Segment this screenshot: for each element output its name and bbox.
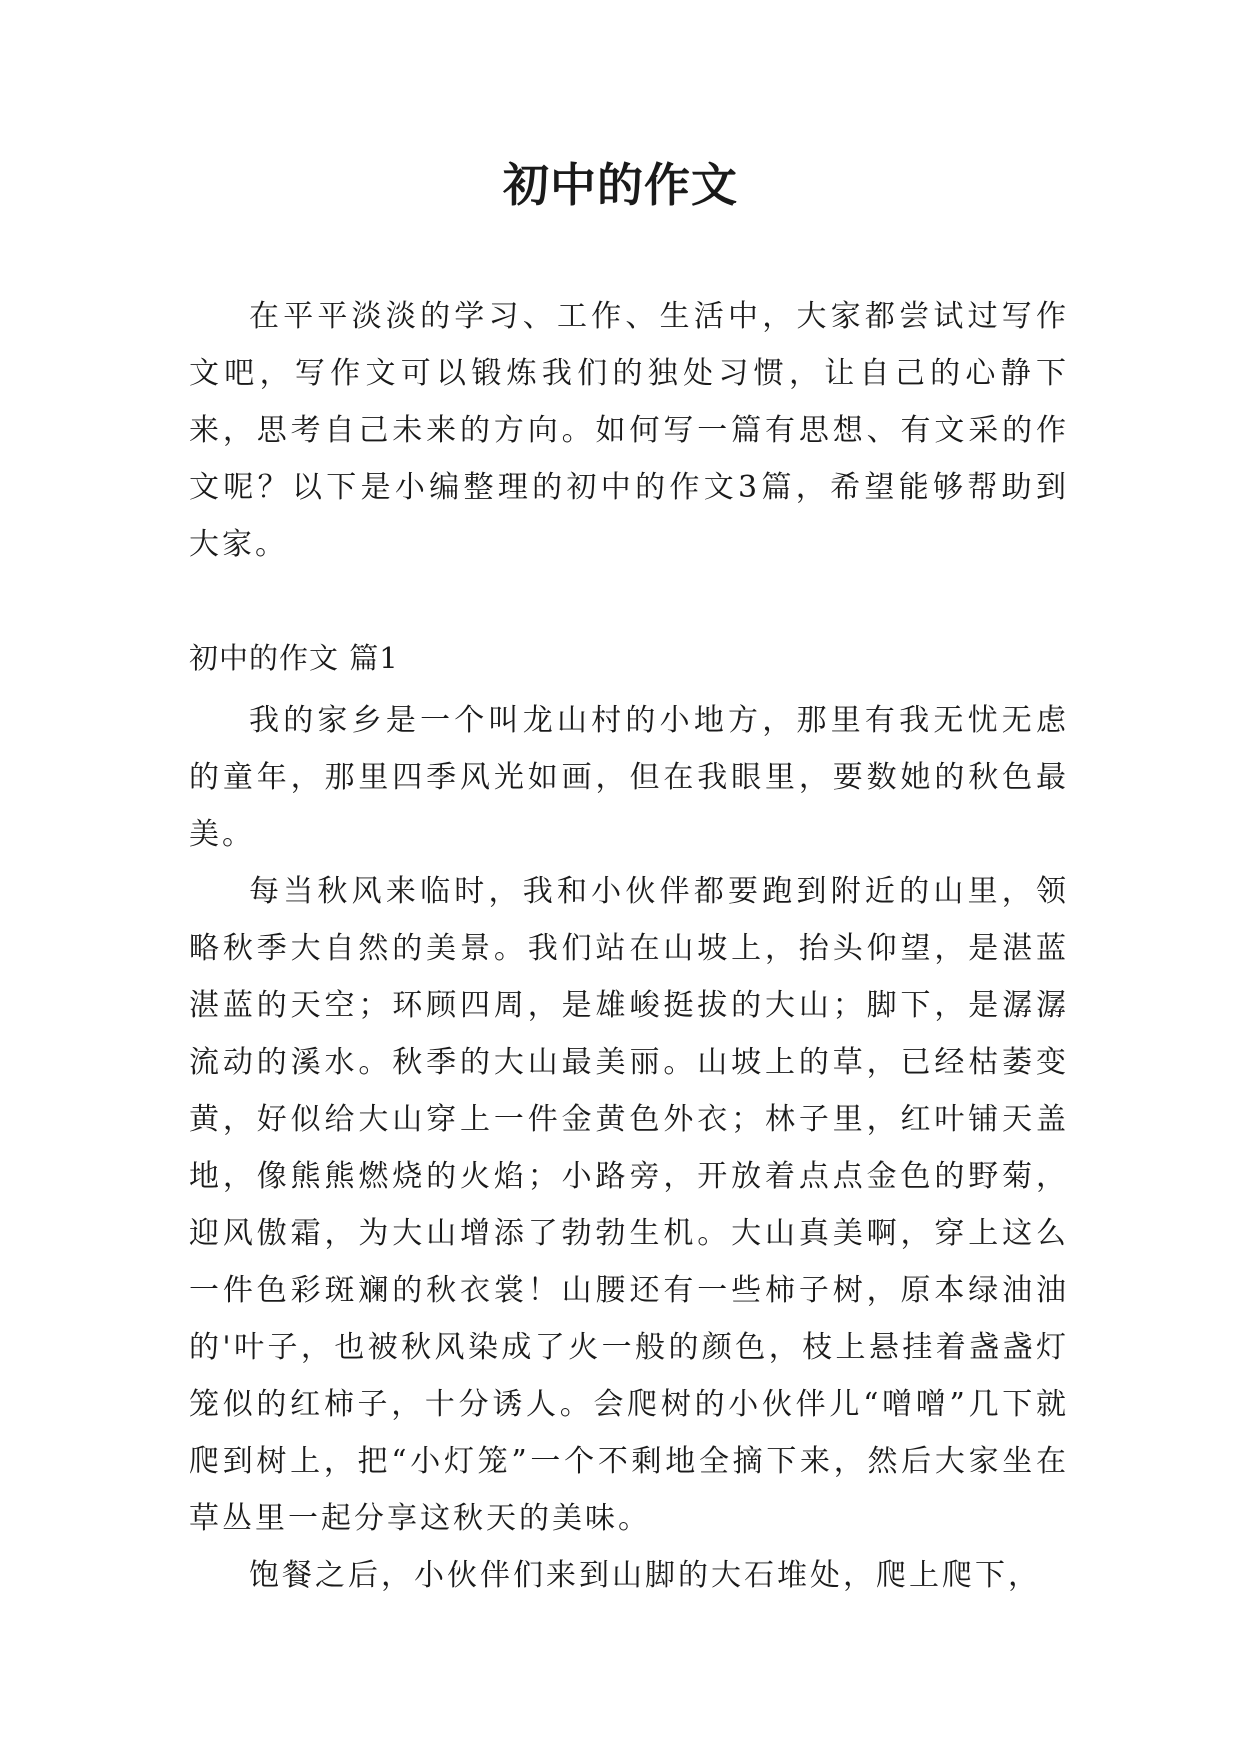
intro-paragraph: 在平平淡淡的学习、工作、生活中，大家都尝试过写作文吧，写作文可以锻炼我们的独处习惯，让自己的心静下来，思考自己未来的方向。如何写一篇有思想、有文采的作文呢？以下是小编整理的初中的作文3篇，希望能够帮助到大家。: [189, 299, 1069, 562]
section-heading: 初中的作文 篇1: [189, 641, 399, 675]
body-paragraph-3: 饱餐之后，小伙伴们来到山脚的大石堆处，爬上爬下，: [249, 1558, 1041, 1593]
body-paragraph-1: 我的家乡是一个叫龙山村的小地方，那里有我无忧无虑的童年，那里四季风光如画，但在我眼里，要数她的秋色最美。: [189, 703, 1069, 852]
document-body: [189, 288, 1069, 1604]
body-paragraph-2: 每当秋风来临时，我和小伙伴都要跑到附近的山里，领略秋季大自然的美景。我们站在山坡上，抬头仰望，是湛蓝湛蓝的天空；环顾四周，是雄峻挺拔的大山；脚下，是潺潺流动的溪水。秋季的大山最美丽。山坡上的草，已经枯萎变黄，好似给大山穿上一件金黄色外衣；林子里，红叶铺天盖地，像熊熊燃烧的火焰；小路旁，开放着点点金色的野菊，迎风傲霜，为大山增添了勃勃生机。大山真美啊，穿上这么一件色彩斑斓的秋衣裳！山腰还有一些柿子树，原本绿油油的'叶子，也被秋风染成了火一般的颜色，枝上悬挂着盏盏灯笼似的红柿子，十分诱人。会爬树的小伙伴儿“噌噌”几下就爬到树上，把“小灯笼”一个不剩地全摘下来，然后大家坐在草丛里一起分享这秋天的美味。: [189, 874, 1069, 1536]
document-title: 初中的作文: [503, 158, 738, 212]
